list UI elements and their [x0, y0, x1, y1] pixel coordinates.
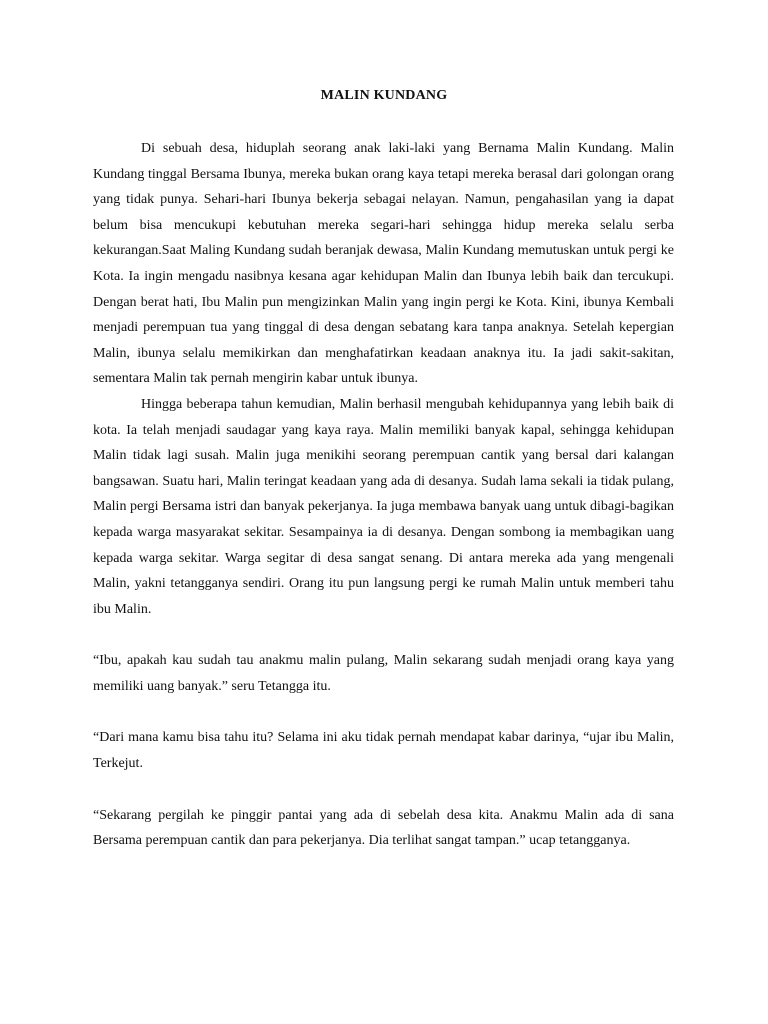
document-title: MALIN KUNDANG [320, 88, 448, 103]
dialogue-paragraph-1: “Ibu, apakah kau sudah tau anakmu malin pulang, Malin sekarang sudah menjadi orang kaya yang memiliki uang banyak.” seru Tetangga itu. [93, 653, 674, 694]
dialogue-paragraph-2: “Dari mana kamu bisa tahu itu? Selama ini aku tidak pernah mendapat kabar darinya, “ujar ibu Malin, Terkejut. [93, 730, 674, 772]
document-body [93, 136, 674, 854]
dialogue-paragraph-3: “Sekarang pergilah ke pinggir pantai yang ada di sebelah desa kita. Anakmu Malin ada di sana Bersama perempuan cantik dan para pekerjanya. Dia terlihat sangat tampan.” ucap tetangganya. [93, 807, 674, 849]
paragraph-2: Hingga beberapa tahun kemudian, Malin berhasil mengubah kehidupannya yang lebih baik di kota. Ia telah menjadi saudagar yang kaya raya. Malin memiliki banyak kapal, sehingga kehidupan Malin tidak lagi susah. Malin juga menikihi seorang perempuan cantik yang bersal dari kalangan bangsawan. Suatu hari, Malin teringat keadaan yang ada di desanya. Sudah lama sekali ia tidak pulang, Malin pergi Bersama istri dan banyak pekerjanya. Ia juga membawa banyak uang untuk dibagi-bagikan kepada warga masyarakat sekitar. Sesampainya ia di desanya. Dengan sombong ia membagikan uang kepada warga sekitar. Warga segitar di desa sangat senang. Di antara mereka ada yang mengenali Malin, yakni tetangganya sendiri. Orang itu pun langsung pergi ke rumah Malin untuk memberi tahu ibu Malin. [93, 396, 674, 617]
paragraph-1: Di sebuah desa, hiduplah seorang anak laki-laki yang Bernama Malin Kundang. Malin Kundang tinggal Bersama Ibunya, mereka bukan orang kaya tetapi mereka berasal dari golongan orang yang tidak punya. Sehari-hari Ibunya bekerja sebagai nelayan. Namun, pengahasilan yang ia dapat belum bisa mencukupi kebutuhan mereka segari-hari sehingga hidup mereka selalu serba kekurangan.Saat Maling Kundang sudah beranjak dewasa, Malin Kundang memutuskan untuk pergi ke Kota. Ia ingin mengadu nasibnya kesana agar kehidupan Malin dan Ibunya lebih baik dan tercukupi. Dengan berat hati, Ibu Malin pun mengizinkan Malin yang ingin pergi ke Kota. Kini, ibunya Kembali menjadi perempuan tua yang tinggal di desa dengan sebatang kara tanpa anaknya. Setelah kepergian Malin, ibunya selalu memikirkan dan menghafatirkan keadaan anaknya itu. Ia jadi sakit-sakitan, sementara Malin tak pernah mengirin kabar untuk ibunya. [93, 141, 674, 387]
